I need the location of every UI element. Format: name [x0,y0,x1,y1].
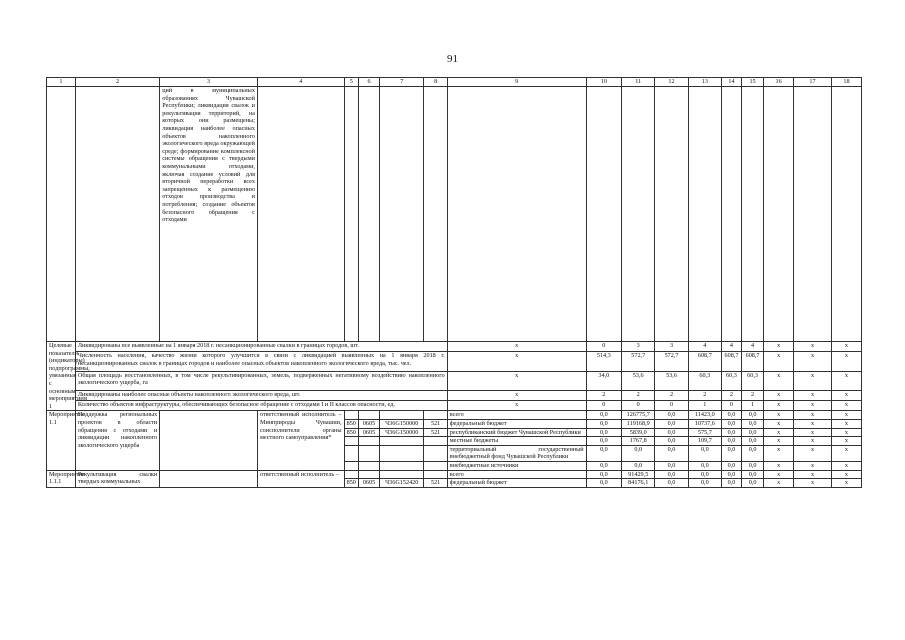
indicator-value: x [831,401,861,411]
indicator-value: x [764,352,794,371]
indicator-value: 608,7 [721,352,741,371]
indicator-value: 1 [688,401,721,411]
funding-value: 0,0 [586,470,622,479]
indicator-name: Ликвидированы все выявленные на 1 января 2018 г. несанкционированные свалки в границах городов, шт. [75,342,447,352]
funding-value: 0,0 [655,437,688,446]
grbs-code [344,470,358,479]
indicator-c9: x [447,352,586,371]
indicator-value: 3 [655,342,688,352]
funding-source: всего [447,470,586,479]
target-code [380,411,424,420]
column-number: 11 [622,78,655,87]
funding-value: 84176,1 [622,479,655,488]
indicator-value: x [831,371,861,390]
grbs-code [344,461,358,470]
funding-value: 0,0 [655,428,688,437]
indicator-value: 1 [741,401,763,411]
funding-value: x [831,419,861,428]
funding-value: 0,0 [586,419,622,428]
funding-source: федеральный бюджет [447,419,586,428]
funding-value: x [794,437,832,446]
indicator-value: 0 [655,401,688,411]
funding-value: 10737,6 [688,419,721,428]
funding-value: x [764,437,794,446]
funding-source: территориальный государственный внебюджетный фонд Чувашской Республики [447,445,586,461]
funding-value: 0,0 [655,470,688,479]
indicator-value: 2 [688,390,721,400]
funding-value: 0,0 [721,461,741,470]
funding-value: 0,0 [741,445,763,461]
indicator-value: x [794,342,832,352]
indicator-value: 4 [688,342,721,352]
indicator-value: x [794,401,832,411]
indicator-value: 53,6 [622,371,655,390]
indicator-value: 2 [622,390,655,400]
indicator-row [47,342,862,352]
indicator-value: 514,3 [586,352,622,371]
funding-value: 0,0 [741,428,763,437]
column-number: 8 [424,78,447,87]
continued-tasks-row [47,87,862,342]
funding-value: 0,0 [741,461,763,470]
indicator-value: 0 [586,401,622,411]
funding-value: 0,0 [655,419,688,428]
funding-value: x [794,411,832,420]
section-code [358,411,379,420]
funding-value: 0,0 [688,470,721,479]
funding-value: 0,0 [721,470,741,479]
section-code: 0605 [358,419,379,428]
indicator-value: x [764,371,794,390]
funding-value: 0,0 [586,445,622,461]
funding-value: 109,7 [688,437,721,446]
target-code: Ч36G150000 [380,419,424,428]
indicator-value: 0 [721,401,741,411]
section-code [358,437,379,446]
grbs-code: 850 [344,479,358,488]
funding-source: федеральный бюджет [447,479,586,488]
indicator-name: Общая площадь восстановленных, в том числе рекультивированных, земель, подверженных негативному воздействию накопленного экологического ущерба, га [75,371,447,390]
column-number: 14 [721,78,741,87]
indicator-value: 3 [622,342,655,352]
expense-code [424,470,447,479]
funding-value: x [764,479,794,488]
indicator-value: 572,7 [622,352,655,371]
funding-value: x [831,445,861,461]
target-code: Ч36G152420 [380,479,424,488]
indicator-row [47,401,862,411]
funding-row [47,470,862,479]
grbs-code [344,445,358,461]
grbs-code [344,437,358,446]
funding-value: x [831,411,861,420]
funding-value: 0,0 [721,419,741,428]
measure-label: Мероприятие 1.1.1 [47,470,76,487]
funding-value: x [764,470,794,479]
indicator-value: x [831,352,861,371]
column-number: 7 [380,78,424,87]
responsible-text: ответственный исполнитель – [257,470,344,487]
column-number-row [47,78,862,87]
indicator-name: Количество объектов инфраструктуры, обеспечивающих безопасное обращение с отходами I и II классов опасности, ед. [75,401,447,411]
section-code: 0605 [358,428,379,437]
indicator-row [47,390,862,400]
tasks-text: ций в муниципальных образованиях Чувашской Республики; ликвидация свалок и рекультивация территорий, на которых они размещены; ликвидация наиболее опасных объектов накопленного экологического вреда окружающей среде; формирование комплексной системы обращения с твердыми коммунальными отходами, включая создание условий для вторичной переработки всех запрещенных к размещению отходов производства и потребления; создание объектов безопасного обращения с отходами [160,87,258,342]
funding-row [47,411,862,420]
funding-value: 0,0 [741,419,763,428]
funding-source: внебюджетные источники [447,461,586,470]
funding-value: 5839,0 [622,428,655,437]
funding-value: 575,7 [688,428,721,437]
column-number: 12 [655,78,688,87]
funding-value: 0,0 [655,411,688,420]
funding-value: 0,0 [622,445,655,461]
funding-value: x [794,428,832,437]
funding-value: 0,0 [586,411,622,420]
column-number: 18 [831,78,861,87]
indicator-value: 4 [741,342,763,352]
target-code [380,437,424,446]
indicator-value: 0 [586,342,622,352]
target-code [380,470,424,479]
funding-value: x [764,411,794,420]
indicator-value: 2 [741,390,763,400]
funding-value: 0,0 [688,461,721,470]
target-code: Ч36G150000 [380,428,424,437]
indicator-value: 2 [721,390,741,400]
grbs-code [344,411,358,420]
funding-value: x [764,428,794,437]
indicator-value: 608,7 [741,352,763,371]
column-number: 3 [160,78,258,87]
funding-value: 0,0 [622,461,655,470]
indicator-value: 572,7 [655,352,688,371]
column-number: 16 [764,78,794,87]
funding-value: 11423,0 [688,411,721,420]
indicator-value: 53,6 [655,371,688,390]
indicator-row [47,352,862,371]
column-number: 17 [794,78,832,87]
indicator-value: x [764,342,794,352]
funding-value: x [794,419,832,428]
indicator-value: x [794,371,832,390]
responsible-text: ответственный исполнитель – Минприроды Чувашии, соисполнители органы местного самоуправления* [257,411,344,470]
funding-value: x [764,461,794,470]
indicator-value: x [831,342,861,352]
measure-name: Рекультивация свалки твердых коммунальных [75,470,159,487]
column-number: 10 [586,78,622,87]
funding-value: x [831,470,861,479]
funding-value: 0,0 [586,437,622,446]
indicator-value: 60,3 [721,371,741,390]
column-number: 13 [688,78,721,87]
indicator-value: 608,7 [688,352,721,371]
funding-value: 119168,9 [622,419,655,428]
indicator-value: x [794,390,832,400]
funding-value: 0,0 [655,461,688,470]
indicator-value: 0 [622,401,655,411]
column-number: 6 [358,78,379,87]
indicator-value: 34,0 [586,371,622,390]
funding-source: всего [447,411,586,420]
measure-label: Мероприятие 1.1 [47,411,76,470]
funding-value: 0,0 [741,411,763,420]
indicator-value: x [794,352,832,371]
grbs-code: 850 [344,428,358,437]
funding-value: 0,0 [721,445,741,461]
indicator-name: Ликвидированы наиболее опасные объекты накопленного экологического вреда, шт. [75,390,447,400]
funding-value: 0,0 [688,445,721,461]
target-code [380,445,424,461]
column-number: 1 [47,78,76,87]
funding-value: 0,0 [655,445,688,461]
column-number: 2 [75,78,159,87]
funding-value: 0,0 [655,479,688,488]
page-number: 91 [447,53,458,65]
expense-code [424,411,447,420]
funding-value: 0,0 [741,437,763,446]
funding-value: x [794,445,832,461]
funding-value: 91429,5 [622,470,655,479]
indicator-value: 2 [586,390,622,400]
funding-value: 0,0 [741,479,763,488]
grbs-code: 850 [344,419,358,428]
expense-code [424,461,447,470]
program-table [46,77,862,488]
funding-value: 0,0 [721,411,741,420]
indicator-value: x [764,390,794,400]
funding-value: 0,0 [741,470,763,479]
funding-value: x [794,461,832,470]
section-code [358,445,379,461]
indicator-c9: x [447,390,586,400]
funding-value: 0,0 [586,461,622,470]
indicator-value: x [831,390,861,400]
funding-value: 0,0 [586,428,622,437]
funding-value: 0,0 [721,437,741,446]
section-code: 0605 [358,479,379,488]
funding-value: x [831,428,861,437]
funding-source: республиканский бюджет Чувашской Республики [447,428,586,437]
funding-value: x [831,461,861,470]
column-number: 15 [741,78,763,87]
funding-value: 0,0 [586,479,622,488]
funding-value: 0,0 [688,479,721,488]
target-code [380,461,424,470]
indicator-value: x [764,401,794,411]
funding-value: x [764,445,794,461]
indicator-c9: x [447,401,586,411]
funding-value: 126775,7 [622,411,655,420]
section-code [358,470,379,479]
indicator-value: 2 [655,390,688,400]
expense-code: 521 [424,419,447,428]
funding-value: x [831,479,861,488]
funding-value: 0,0 [721,428,741,437]
expense-code [424,445,447,461]
indicator-value: 60,3 [688,371,721,390]
indicator-name: Численность населения, качество жизни которого улучшится в связи с ликвидацией выявленных на 1 января 2018 г. несанкционированных свалок в границах городов и наиболее опасных объектов накопленного экологического вреда, тыс. чел. [75,352,447,371]
expense-code: 521 [424,479,447,488]
expense-code [424,437,447,446]
indicator-value: 60,3 [741,371,763,390]
expense-code: 521 [424,428,447,437]
funding-value: x [794,479,832,488]
column-number: 9 [447,78,586,87]
funding-value: x [794,470,832,479]
column-number: 4 [257,78,344,87]
indicator-value: 4 [721,342,741,352]
funding-source: местные бюджеты [447,437,586,446]
indicator-row [47,371,862,390]
indicators-label: Целевые показатели (индикаторы) подпрограммы, увязанные с основным мероприятием 1 [47,342,76,411]
indicator-c9: x [447,371,586,390]
funding-value: 0,0 [721,479,741,488]
section-code [358,461,379,470]
measure-name: Поддержка региональных проектов в области обращения с отходами и ликвидации накопленного экологического ущерба [75,411,159,470]
indicator-c9: x [447,342,586,352]
funding-value: x [831,437,861,446]
funding-value: x [764,419,794,428]
column-number: 5 [344,78,358,87]
funding-value: 1767,8 [622,437,655,446]
